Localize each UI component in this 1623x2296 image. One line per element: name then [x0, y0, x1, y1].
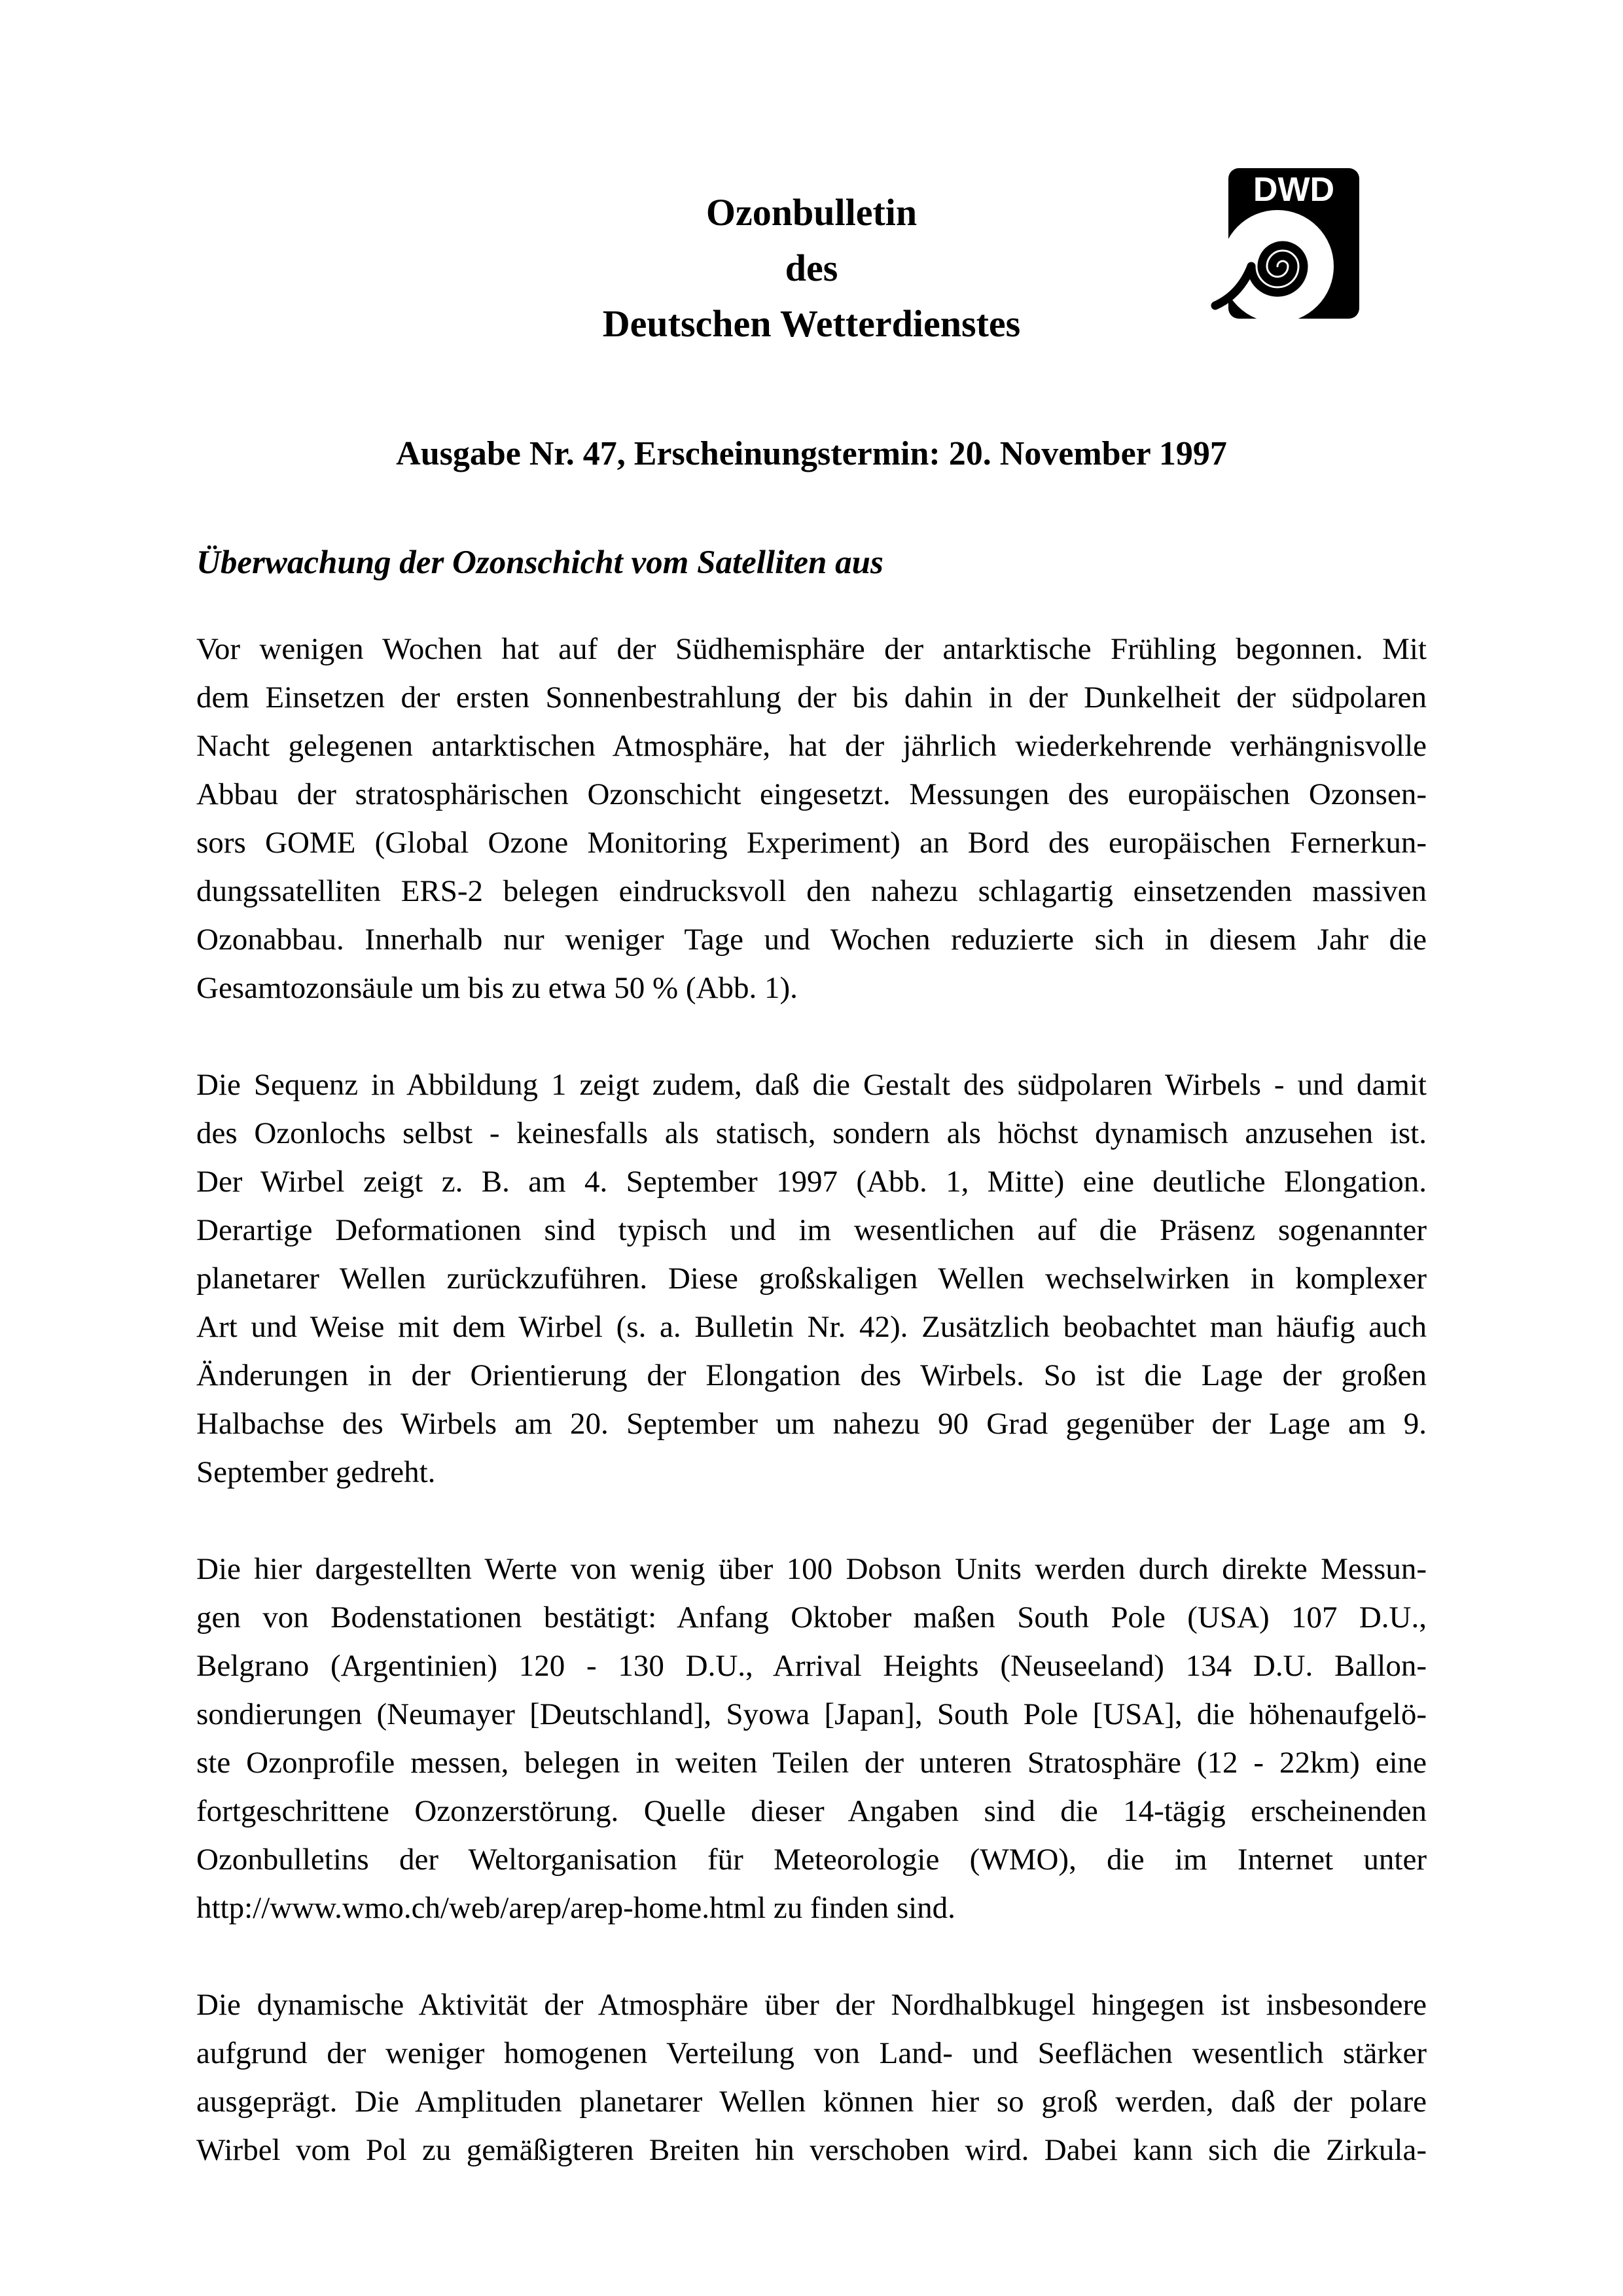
paragraph-line: ausgeprägt. Die Amplituden planetarer Wellen können hier so groß werden, daß der polare — [196, 2085, 1427, 2119]
paragraph-line: fortgeschrittene Ozonzerstörung. Quelle dieser Angaben sind die 14-tägig erscheinenden — [196, 1794, 1427, 1828]
paragraph-line: Ozonbulletins der Weltorganisation für Meteorologie (WMO), die im Internet unter — [196, 1843, 1427, 1877]
paragraph-line: Gesamtozonsäule um bis zu etwa 50 % (Abb. 1). — [196, 971, 798, 1005]
title-line-3: Deutschen Wetterdienstes — [602, 302, 1021, 345]
paragraph-line: Vor wenigen Wochen hat auf der Südhemisphäre der antarktische Frühling begonnen. Mit — [196, 632, 1427, 666]
paragraph-line: Belgrano (Argentinien) 120 - 130 D.U., Arrival Heights (Neuseeland) 134 D.U. Ballon- — [196, 1649, 1427, 1683]
paragraph — [196, 1981, 1427, 2174]
issue-line: Ausgabe Nr. 47, Erscheinungstermin: 20. November 1997 — [396, 435, 1227, 472]
dwd-logo — [1201, 167, 1361, 337]
paragraph-line: des Ozonlochs selbst - keinesfalls als statisch, sondern als höchst dynamisch anzusehen ist. — [196, 1116, 1427, 1150]
section-heading: Überwachung der Ozonschicht vom Satelliten aus — [196, 544, 883, 581]
paragraph-line: Die dynamische Aktivität der Atmosphäre über der Nordhalbkugel hingegen ist insbesondere — [196, 1988, 1427, 2022]
paragraph-line: dem Einsetzen der ersten Sonnenbestrahlung der bis dahin in der Dunkelheit der südpolaren — [196, 680, 1427, 715]
paragraph-line: September gedreht. — [196, 1455, 436, 1489]
paragraph-line: planetarer Wellen zurückzuführen. Diese großskaligen Wellen wechselwirken in komplexer — [196, 1262, 1427, 1296]
paragraph-line: Abbau der stratosphärischen Ozonschicht eingesetzt. Messungen des europäischen Ozonsen- — [196, 777, 1427, 811]
dwd-logo-text: DWD — [1253, 171, 1335, 209]
paragraph-line: http://www.wmo.ch/web/arep/arep-home.html zu finden sind. — [196, 1891, 955, 1925]
paragraph-line: Wirbel vom Pol zu gemäßigteren Breiten hin verschoben wird. Dabei kann sich die Zirkula- — [196, 2133, 1427, 2167]
paragraph-line: Art und Weise mit dem Wirbel (s. a. Bulletin Nr. 42). Zusätzlich beobachtet man häufig auch — [196, 1310, 1427, 1344]
paragraph-line: Derartige Deformationen sind typisch und im wesentlichen auf die Präsenz sogenannter — [196, 1213, 1427, 1247]
title-line-1: Ozonbulletin — [705, 191, 918, 234]
body-text — [196, 625, 1427, 2174]
paragraph — [196, 1545, 1427, 1932]
paragraph-line: sondierungen (Neumayer [Deutschland], Syowa [Japan], South Pole [USA], die höhenaufgelö- — [196, 1697, 1427, 1731]
paragraph-line: Ozonabbau. Innerhalb nur weniger Tage und Wochen reduzierte sich in diesem Jahr die — [196, 923, 1427, 957]
paragraph-line: ste Ozonprofile messen, belegen in weiten Teilen der unteren Stratosphäre (12 - 22km) eine — [196, 1746, 1427, 1780]
paragraph — [196, 625, 1427, 1012]
paragraph — [196, 1061, 1427, 1496]
title-line-2: des — [785, 247, 838, 289]
paragraph-line: sors GOME (Global Ozone Monitoring Experiment) an Bord des europäischen Fernerkun- — [196, 826, 1427, 860]
paragraph-line: dungssatelliten ERS-2 belegen eindrucksvoll den nahezu schlagartig einsetzenden massiven — [196, 874, 1427, 908]
paragraph-line: Halbachse des Wirbels am 20. September um nahezu 90 Grad gegenüber der Lage am 9. — [196, 1407, 1427, 1441]
paragraph-line: Der Wirbel zeigt z. B. am 4. September 1997 (Abb. 1, Mitte) eine deutliche Elongation. — [196, 1165, 1427, 1199]
paragraph-line: Die hier dargestellten Werte von wenig über 100 Dobson Units werden durch direkte Messun- — [196, 1552, 1427, 1586]
paragraph-line: Nacht gelegenen antarktischen Atmosphäre, hat der jährlich wiederkehrende verhängnisvolle — [196, 729, 1427, 763]
paragraph-line: gen von Bodenstationen bestätigt: Anfang Oktober maßen South Pole (USA) 107 D.U., — [196, 1600, 1427, 1634]
dwd-logo-graphic — [1201, 167, 1361, 337]
paragraph-line: Die Sequenz in Abbildung 1 zeigt zudem, daß die Gestalt des südpolaren Wirbels - und damit — [196, 1068, 1427, 1102]
paragraph-line: aufgrund der weniger homogenen Verteilung von Land- und Seeflächen wesentlich stärker — [196, 2036, 1427, 2070]
paragraph-line: Änderungen in der Orientierung der Elongation des Wirbels. So ist die Lage der großen — [196, 1358, 1427, 1392]
